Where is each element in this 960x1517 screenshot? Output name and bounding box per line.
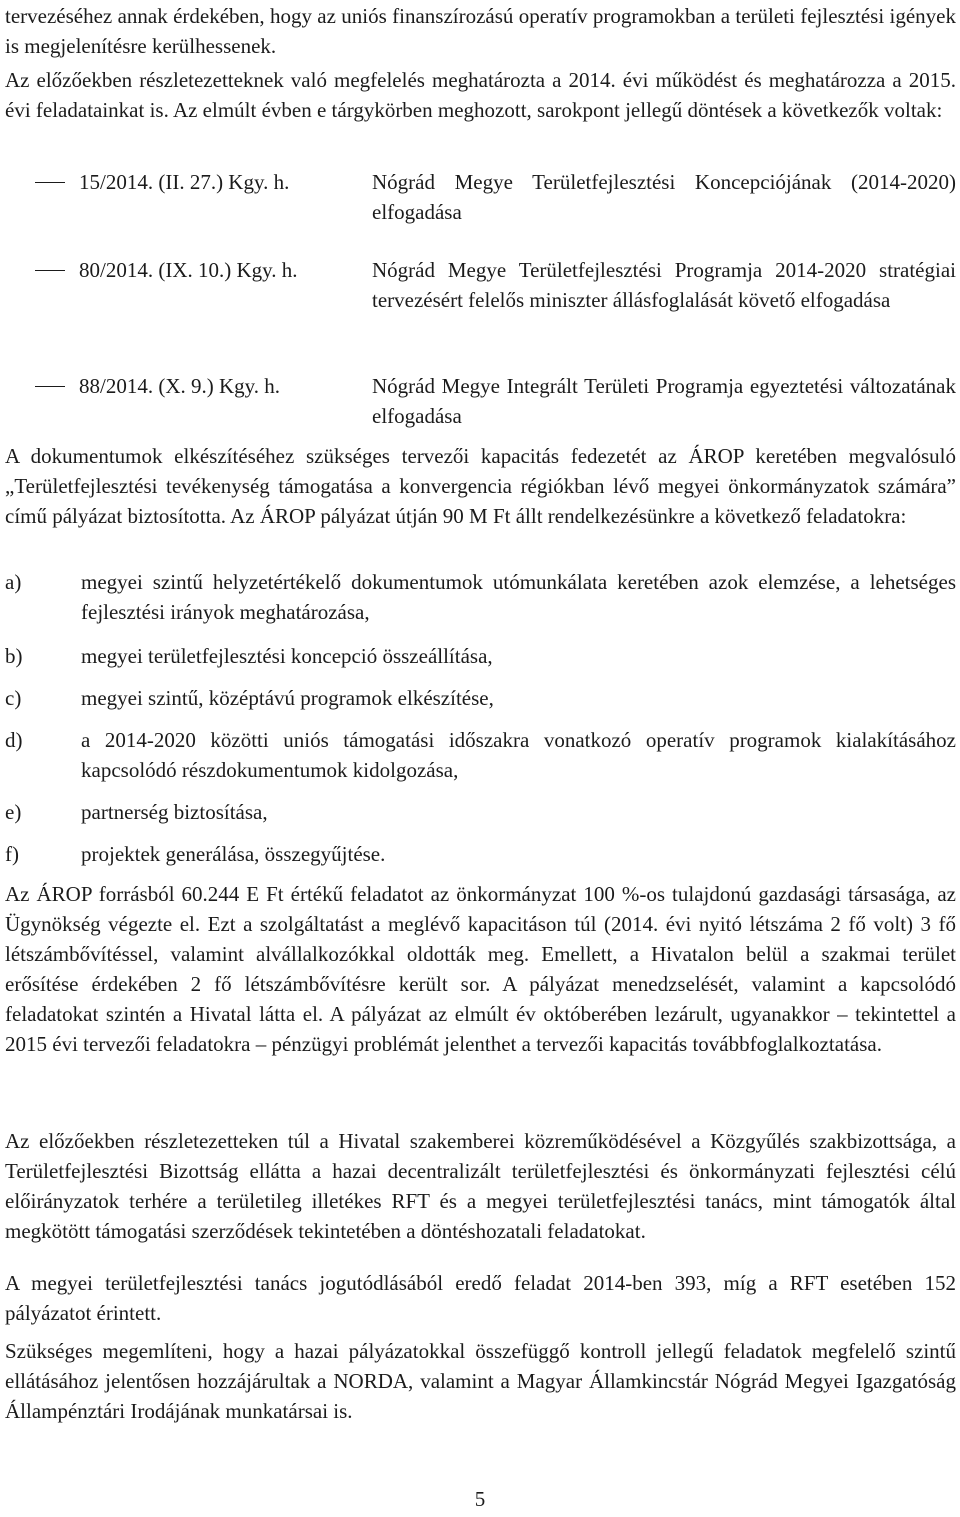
funding-paragraph: Az ÁROP forrásból 60.244 E Ft értékű feladatot az önkormányzat 100 %-os tulajdonú gazdasági társasága, az Ügynökség végezte el. Ezt a szolgáltatást a meglévő kapacitáson túl (2014. évi nyitó létszáma 2 fő volt) 3 fő létszámbővítéssel, valamint alvállalkozókkal oldották meg. Emellett, a Hivatalon belül a szakmai terület erősítése érdekében 2 fő létszámbővítésre került sor. A pályázat menedzselését, valamint a kapcsolódó feladatokat szintén a Hivatal látta el. A pályázat az elmúlt év októberében lezárult, ugyanakkor – tekintettel a 2015 évi tervezői feladatokra – pénzügyi problémát jelenthet a tervezői kapacitás továbbfoglalkoztatása.: [5, 882, 956, 1056]
task-text: megyei szintű, középtávú programok elkészítése,: [81, 686, 494, 710]
dash-bullet: [35, 270, 65, 271]
page-number: 5: [474, 1487, 486, 1511]
decision-number: 80/2014. (IX. 10.) Kgy. h.: [79, 258, 298, 282]
decision-title: Nógrád Megye Területfejlesztési Koncepciójának (2014-2020) elfogadása: [372, 170, 956, 224]
decision-number: 15/2014. (II. 27.) Kgy. h.: [79, 170, 290, 194]
task-label: f): [5, 842, 19, 866]
dash-bullet: [35, 182, 65, 183]
task-label: b): [5, 644, 23, 668]
task-text: a 2014-2020 közötti uniós támogatási időszakra vonatkozó operatív programok kialakításához kapcsolódó részdokumentumok kidolgozása,: [81, 728, 956, 782]
decision-number: 88/2014. (X. 9.) Kgy. h.: [79, 374, 281, 398]
task-text: megyei területfejlesztési koncepció összeállítása,: [81, 644, 493, 668]
intro-paragraph-2: Az előzőekben részletezetteknek való megfelelés meghatározta a 2014. évi működést és meghatározza a 2015. évi feladatainkat is. Az elmúlt évben e tárgykörben meghozott, sarokpont jellegű döntések a következők voltak:: [5, 68, 956, 122]
task-text: megyei szintű helyzetértékelő dokumentumok utómunkálata keretében azok elemzése, a lehetséges fejlesztési irányok meghatározása,: [81, 570, 956, 624]
task-label: a): [5, 570, 22, 594]
decision-title: Nógrád Megye Integrált Területi Programja egyeztetési változatának elfogadása: [372, 374, 956, 428]
arop-paragraph: A dokumentumok elkészítéséhez szükséges tervezői kapacitás fedezetét az ÁROP keretében megvalósuló „Területfejlesztési tevékenység támogatása a konvergencia régiókban lévő megyei önkormányzatok számára” című pályázat biztosította. Az ÁROP pályázat útján 90 M Ft állt rendelkezésünkre a következő feladatokra:: [5, 444, 956, 528]
council-paragraph: A megyei területfejlesztési tanács jogutódlásából eredő feladat 2014-ben 393, míg a RFT esetében 152 pályázatot érintett.: [5, 1271, 956, 1325]
task-label: c): [5, 686, 22, 710]
committee-paragraph: Az előzőekben részletezetteken túl a Hivatal szakemberei közreműködésével a Közgyűlés szakbizottsága, a Területfejlesztési Bizottság ellátta a hazai decentralizált területfejlesztési és önkormányzati fejlesztési célú előirányzatok terhére a területileg illetékes RFT és a megyei területfejlesztési tanács, mint támogatók által megkötött támogatási szerződések tekintetében a döntéshozatali feladatokat.: [5, 1129, 956, 1243]
dash-bullet: [35, 386, 65, 387]
decision-title: Nógrád Megye Területfejlesztési Programja 2014-2020 stratégiai tervezésért felelős miniszter állásfoglalását követő elfogadása: [372, 258, 956, 312]
task-text: projektek generálása, összegyűjtése.: [81, 842, 386, 866]
task-label: d): [5, 728, 23, 752]
intro-paragraph-1: tervezéséhez annak érdekében, hogy az uniós finanszírozású operatív programokban a területi fejlesztési igények is megjelenítésre kerülhessenek.: [5, 4, 956, 58]
task-label: e): [5, 800, 22, 824]
norda-paragraph: Szükséges megemlíteni, hogy a hazai pályázatokkal összefüggő kontroll jellegű feladatok megfelelő szintű ellátásához jelentősen hozzájárultak a NORDA, valamint a Magyar Államkincstár Nógrád Megyei Igazgatóság Állampénztári Irodájának munkatársai is.: [5, 1339, 956, 1423]
task-text: partnerség biztosítása,: [81, 800, 268, 824]
